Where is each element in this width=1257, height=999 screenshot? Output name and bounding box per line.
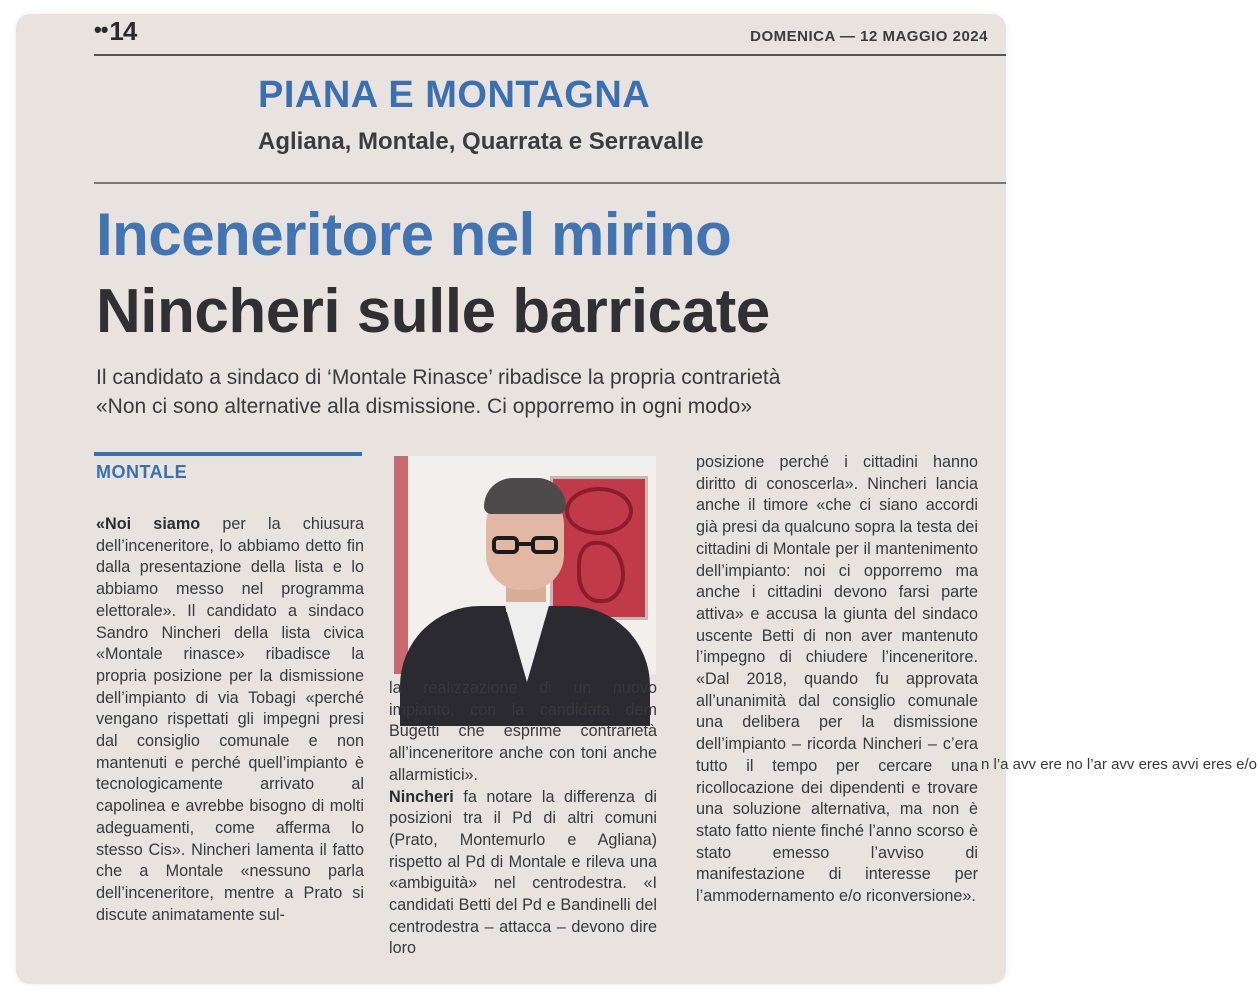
page-number-text: 14 <box>109 16 137 46</box>
kicker-rule <box>94 452 362 456</box>
glasses-bridge <box>519 542 531 546</box>
article-column-2 <box>389 678 657 960</box>
deck-line-2: «Non ci sono alternative alla dismissione. Ci opporremo in ogni modo» <box>96 395 753 418</box>
kicker-label: MONTALE <box>96 462 188 482</box>
top-rule <box>94 54 1006 56</box>
article-column-1 <box>96 514 364 926</box>
glasses-lens-left <box>492 536 519 554</box>
section-subtitle: Agliana, Montale, Quarrata e Serravalle <box>258 128 704 155</box>
glasses-lens-right <box>531 536 558 554</box>
dateline: DOMENICA — 12 MAGGIO 2024 <box>750 28 988 45</box>
photo-wall <box>394 456 408 674</box>
painting-swirl-2 <box>577 541 625 603</box>
page-dots-decoration: •• <box>94 17 108 42</box>
photo-hair <box>484 478 566 514</box>
column-2-text: fa notare la differenza di posizioni tra il Pd di altri comuni (Prato, Montemurlo e Agliana) rispetto al Pd di Montale e rileva una «ambiguità» nel centrodestra. «I candidati Betti del Pd e Bandinelli del centrodestra – attacca – devono dire loro <box>389 787 657 958</box>
candidate-photo <box>394 456 656 674</box>
column-1-text: per la chiusura dell’inceneritore, lo abbiamo detto fin dalla presentazione della lista e lo abbiamo messo nel programma elettorale». Il candidato a sindaco Sandro Nincheri della lista civica «Montale rinasce» ribadisce la propria posizione per la dismissione dell’impianto di via Tobagi «perché vengano rispettati gli impegni presi dal consiglio comunale e non mantenuti e perché quell’impianto è tecnologicamente arrivato al capolinea e avrebbe bisogno di molti adeguamenti, come afferma lo stesso Cis». Nincheri lamenta il fatto che a Montale «nessuno parla dell’inceneritore, mentre a Prato si discute animatamente sul- <box>96 515 364 924</box>
headline-line-1: Inceneritore nel mirino <box>96 201 732 268</box>
column-2-paragraph-1: la realizzazione di un nuovo impianto, con la candidata dem Bugetti che esprime contrarietà all’inceneritore anche con toni anche allarmistici». <box>389 679 657 784</box>
section-title: PIANA E MONTAGNA <box>258 74 651 116</box>
headline-line-2: Nincheri sulle barricate <box>96 277 770 346</box>
painting-swirl <box>565 487 633 535</box>
newspaper-page <box>16 14 1257 984</box>
lead-in: «Noi siamo <box>96 515 201 533</box>
glasses-icon <box>492 536 558 556</box>
page-number <box>94 16 136 47</box>
article-column-3 <box>696 452 978 908</box>
adjacent-article-edge: n l’a avv ere no l’ar avv eres avvi eres e/o <box>981 756 1257 773</box>
lead-in-2: Nincheri <box>389 787 454 806</box>
deck-line-1: Il candidato a sindaco di ‘Montale Rinasce’ ribadisce la propria contrarietà <box>96 366 781 389</box>
section-rule <box>94 182 1006 184</box>
column-3-text: posizione perché i cittadini hanno diritto di conoscerla». Nincheri lancia anche il timore «che ci siano accordi già presi da qualcuno sopra la testa dei cittadini di Montale per il mantenimento dell’impianto: noi ci opporremo ma anche i cittadini devono farsi parte attiva» e accusa la giunta del sindaco uscente Betti di non aver mantenuto l’impegno di chiudere l’inceneritore. «Dal 2018, quando fu approvata all’unanimità dal consiglio comunale una delibera per la dismissione dell’impianto – ricorda Nincheri – c’era tutto il tempo per cercare una ricollocazione dei dipendenti e trovare una soluzione alternativa, ma non è stato fatto niente finché l’anno scorso è stato emesso l’avviso di manifestazione di interesse per l’ammodernamento e/o riconversione». <box>696 453 978 906</box>
